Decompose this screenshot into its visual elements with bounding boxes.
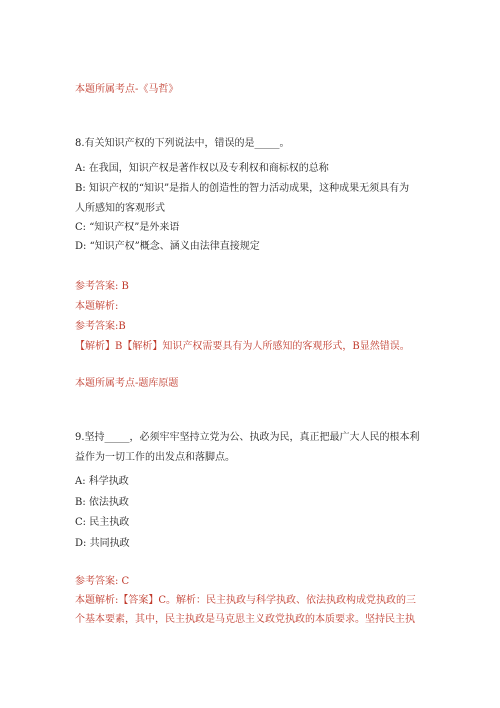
q8-option-b-line1: B: 知识产权的“知识”是指人的创造性的智力活动成果，这种成果无须具有为 bbox=[75, 183, 410, 194]
q8-option-b-line2: 人所感知的客观形式 bbox=[75, 203, 165, 214]
q8-reference-answer: 参考答案: B bbox=[75, 281, 129, 292]
q9-option-c: C: 民主执政 bbox=[75, 517, 130, 528]
q9-option-a: A: 科学执政 bbox=[75, 476, 129, 487]
q9-reference-answer: 参考答案: C bbox=[75, 576, 130, 587]
q9-option-d: D: 共同执政 bbox=[75, 538, 130, 549]
q8-explanation-label: 本题解析: bbox=[75, 301, 119, 312]
q8-exam-point-tag: 本题所属考点-题库原题 bbox=[75, 378, 179, 389]
q9-explanation-line1: 本题解析:【答案】C。解析：民主执政与科学执政、依法执政构成党执政的三 bbox=[75, 595, 417, 606]
q8-explanation: 【解析】B【解析】知识产权需要具有为人所感知的客观形式，B显然错误。 bbox=[75, 341, 410, 352]
q9-stem-line2: 益作为一切工作的出发点和落脚点。 bbox=[75, 452, 235, 463]
q8-option-d: D: “知识产权”概念、涵义由法律直接规定 bbox=[75, 241, 260, 252]
q9-option-b: B: 依法执政 bbox=[75, 497, 129, 508]
q8-stem: 8.有关知识产权的下列说法中，错误的是_____。 bbox=[75, 138, 290, 149]
q9-explanation-line2: 个基本要素，其中，民主执政是马克思主义政党执政的本质要求。坚持民主执 bbox=[75, 614, 415, 625]
exam-point-tag-top: 本题所属考点-《马哲》 bbox=[75, 84, 179, 95]
q8-option-a: A: 在我国，知识产权是著作权以及专利权和商标权的总称 bbox=[75, 163, 329, 174]
q8-reference-answer-2: 参考答案:B bbox=[75, 321, 126, 332]
q8-option-c: C: “知识产权”是外来语 bbox=[75, 222, 180, 233]
q9-stem-line1: 9.坚持_____，必须牢牢坚持立党为公、执政为民，真正把最广大人民的根本利 bbox=[75, 432, 420, 443]
